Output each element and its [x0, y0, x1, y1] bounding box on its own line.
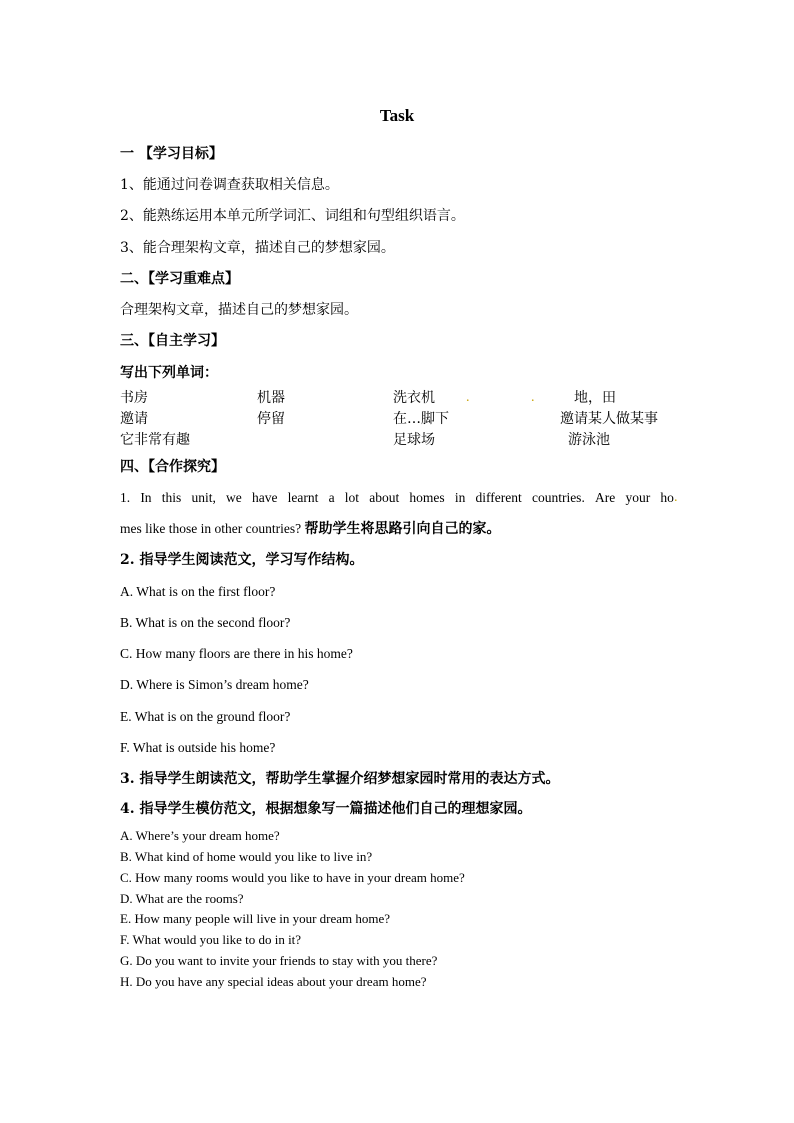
mark-dot: .: [466, 390, 470, 405]
goal-item-3: 3、能合理架构文章，描述自己的梦想家园。: [120, 240, 395, 256]
vocab-item: 地，田: [574, 390, 616, 406]
vocab-item: 足球场: [393, 432, 435, 448]
dream-home-question-f: F. What would you like to do in it?: [120, 932, 302, 947]
goal-item-2: 2、能熟练运用本单元所学词汇、词组和句型组织语言。: [120, 208, 465, 224]
vocab-item: 停留: [257, 411, 285, 427]
key-points-text: 合理架构文章，描述自己的梦想家园。: [120, 302, 358, 318]
word: in: [454, 490, 466, 505]
word: different: [475, 490, 522, 505]
cooperation-item-3: 3. 指导学生朗读范文，帮助学生掌握介绍梦想家园时常用的表达方式。: [120, 771, 560, 787]
vocab-item: 游泳池: [568, 432, 610, 448]
cooperation-item-2: 2. 指导学生阅读范文，学习写作结构。: [120, 552, 364, 568]
section-heading-key-points: 二、【学习重难点】: [120, 271, 239, 287]
dream-home-question-d: D. What are the rooms?: [120, 891, 244, 906]
dream-home-question-b: B. What kind of home would you like to live in?: [120, 849, 373, 864]
vocab-item: 它非常有趣: [120, 432, 190, 448]
word: 1.: [120, 490, 131, 505]
word: have: [251, 490, 278, 505]
word: we: [226, 490, 242, 505]
dream-home-question-a: A. Where’s your dream home?: [120, 828, 280, 843]
word: a: [328, 490, 335, 505]
vocab-item: 机器: [257, 390, 285, 406]
word: your: [625, 490, 651, 505]
word: ho: [660, 490, 674, 505]
goal-item-1: 1、能通过问卷调查获取相关信息。: [120, 177, 339, 193]
word: countries.: [531, 490, 585, 505]
section-heading-goals: 一 【学习目标】: [120, 146, 223, 162]
question-e: E. What is on the ground floor?: [120, 709, 291, 724]
word: this: [161, 490, 182, 505]
vocab-item: 邀请: [120, 411, 148, 427]
word: homes: [409, 490, 445, 505]
word: unit,: [191, 490, 216, 505]
dream-home-question-c: C. How many rooms would you like to have in your dream home?: [120, 870, 465, 885]
cooperation-item-1-line2: [120, 520, 500, 538]
word: about: [369, 490, 400, 505]
word: learnt: [287, 490, 319, 505]
vocab-item: 书房: [120, 390, 148, 406]
section-heading-self-study: 三、【自主学习】: [120, 333, 225, 349]
cooperation-item-4: 4. 指导学生模仿范文，根据想象写一篇描述他们自己的理想家园。: [120, 801, 532, 817]
question-b: B. What is on the second floor?: [120, 615, 291, 630]
item-1-chinese: 帮助学生将思路引向自己的家。: [304, 521, 501, 537]
dream-home-question-e: E. How many people will live in your dream home?: [120, 911, 391, 926]
mark-dot: .: [674, 490, 678, 505]
item-1-english: mes like those in other countries?: [120, 521, 305, 536]
word: lot: [344, 490, 360, 505]
mark-dot: .: [531, 390, 535, 405]
vocab-item: 邀请某人做某事: [560, 411, 658, 427]
question-f: F. What is outside his home?: [120, 740, 276, 755]
vocab-item: 在…脚下: [393, 411, 449, 427]
page-title: Task: [379, 106, 415, 125]
section-heading-cooperation: 四、【合作探究】: [120, 459, 225, 475]
dream-home-question-h: H. Do you have any special ideas about your dream home?: [120, 974, 427, 989]
word: In: [140, 490, 152, 505]
vocab-item: 洗衣机: [393, 390, 435, 406]
question-a: A. What is on the first floor?: [120, 584, 276, 599]
cooperation-item-1-line1: [120, 489, 674, 507]
word: Are: [595, 490, 616, 505]
vocab-instruction: 写出下列单词：: [120, 365, 218, 381]
dream-home-question-g: G. Do you want to invite your friends to stay with you there?: [120, 953, 438, 968]
question-c: C. How many floors are there in his home?: [120, 646, 353, 661]
question-d: D. Where is Simon’s dream home?: [120, 677, 309, 692]
